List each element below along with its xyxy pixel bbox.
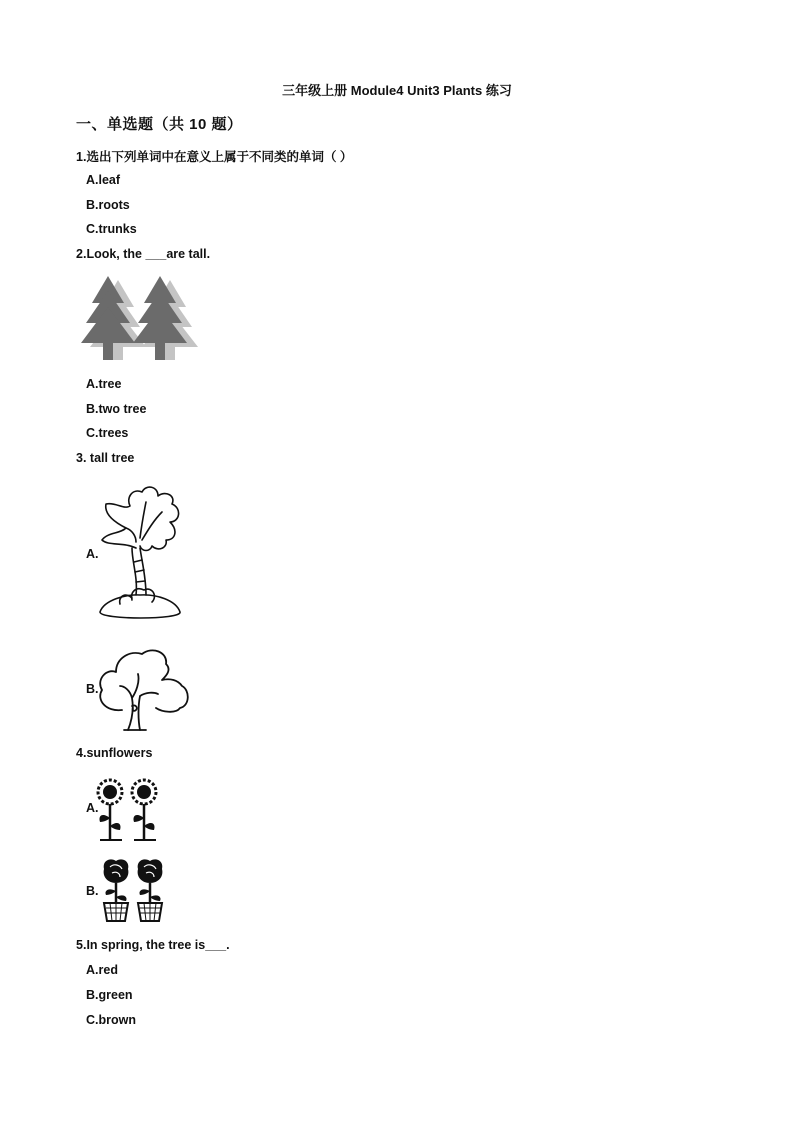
- page-title: 三年级上册 Module4 Unit3 Plants 练习: [282, 83, 512, 98]
- pine-tree-icon: [81, 276, 146, 360]
- question-text: In spring, the tree is___.: [86, 938, 230, 952]
- question-number: 2.: [76, 247, 87, 261]
- question-number: 3.: [76, 451, 87, 465]
- question-1-option-c[interactable]: C.trunks: [86, 222, 137, 236]
- question-5-option-a[interactable]: A.red: [86, 963, 118, 977]
- pine-tree-icon: [133, 276, 198, 360]
- question-1: [76, 147, 352, 165]
- sunflower-icon: [132, 780, 156, 840]
- question-number: 5.: [76, 938, 87, 952]
- two-potted-roses-picture: [100, 857, 166, 923]
- question-5: [76, 938, 230, 952]
- question-text: 选出下列单词中在意义上属于不同类的单词（ ）: [86, 150, 353, 164]
- question-4-option-b[interactable]: B.: [86, 884, 99, 898]
- question-4: [76, 746, 152, 760]
- question-1-option-b[interactable]: B.roots: [86, 198, 130, 212]
- question-2-option-b[interactable]: B.two tree: [86, 402, 147, 416]
- short-broad-tree-picture: [96, 646, 190, 732]
- two-sunflowers-picture: [96, 778, 158, 844]
- question-5-option-c[interactable]: C.brown: [86, 1013, 136, 1027]
- broad-tree-icon: [100, 650, 188, 730]
- rose-icon: [104, 859, 129, 921]
- question-text: sunflowers: [86, 746, 153, 760]
- tall-palm-tree-picture: [96, 482, 184, 624]
- question-number: 1.: [76, 150, 87, 164]
- question-4-option-a[interactable]: A.: [86, 801, 99, 815]
- two-pine-trees-picture: [80, 274, 190, 362]
- question-2: [76, 247, 210, 261]
- question-3-option-a[interactable]: A.: [86, 547, 99, 561]
- question-number: 4.: [76, 746, 87, 760]
- question-2-option-a[interactable]: A.tree: [86, 377, 122, 391]
- question-1-option-a[interactable]: A.leaf: [86, 173, 121, 187]
- palm-tree-icon: [100, 487, 180, 618]
- question-3: [76, 451, 134, 465]
- question-3-option-b[interactable]: B.: [86, 682, 99, 696]
- rose-icon: [138, 859, 163, 921]
- section-heading: 一、单选题（共 10 题）: [76, 116, 243, 133]
- question-text: tall tree: [86, 451, 135, 465]
- question-5-option-b[interactable]: B.green: [86, 988, 133, 1002]
- question-2-option-c[interactable]: C.trees: [86, 426, 129, 440]
- question-text: Look, the ___are tall.: [86, 247, 211, 261]
- sunflower-icon: [98, 780, 122, 840]
